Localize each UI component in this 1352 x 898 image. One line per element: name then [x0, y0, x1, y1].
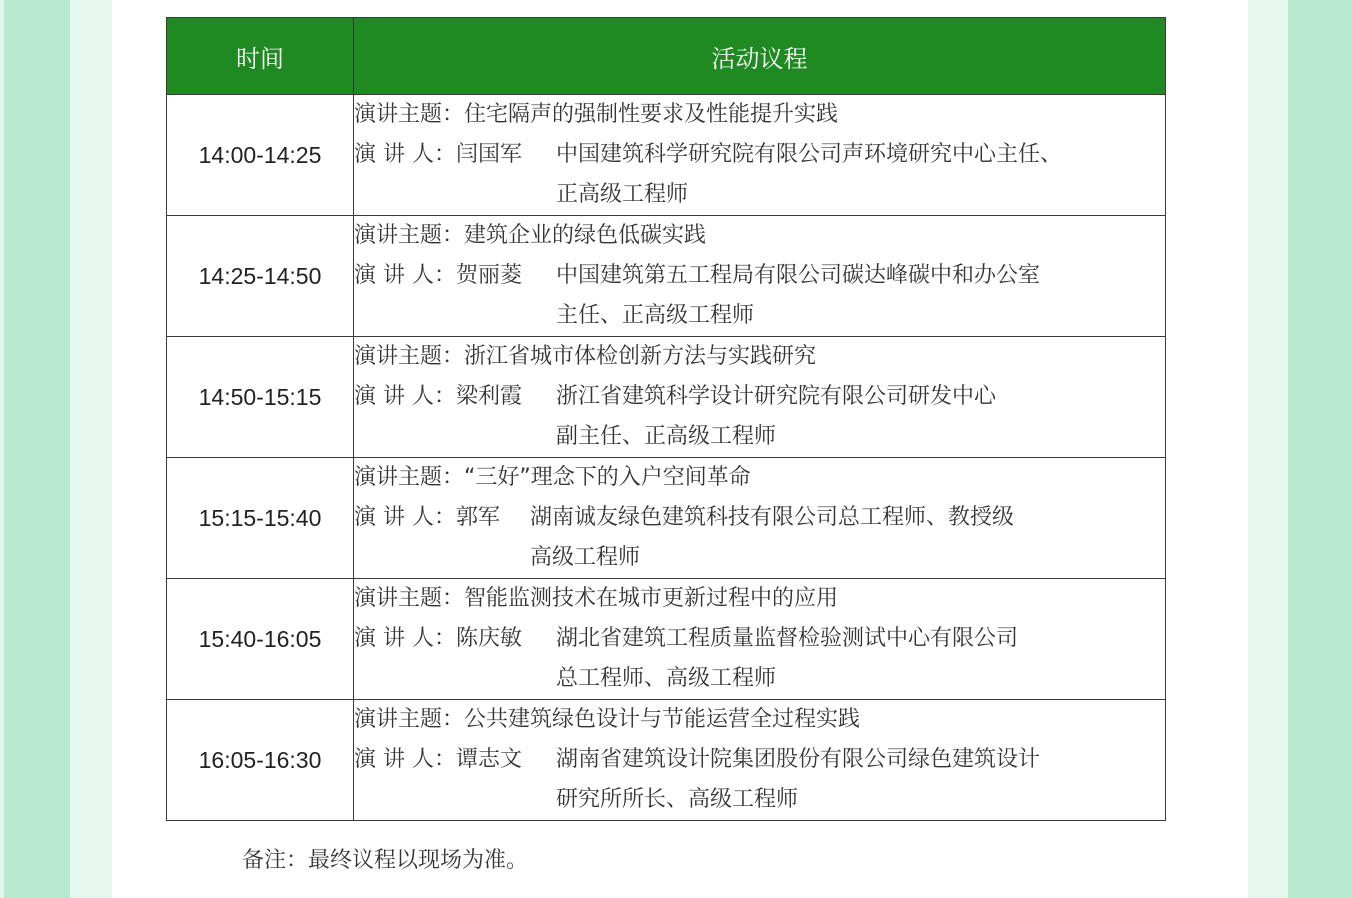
session-time: 14:00-14:25: [167, 95, 354, 216]
speaker-line: [354, 740, 1165, 820]
speaker-org-line1: 浙江省建筑科学设计研究院有限公司研发中心: [556, 384, 997, 409]
topic-label: 演讲主题：: [354, 102, 465, 127]
speaker-line: [354, 498, 1165, 578]
speaker-org-line1: 湖南省建筑设计院集团股份有限公司绿色建筑设计: [556, 747, 1041, 772]
speaker-line: [354, 256, 1165, 336]
topic-line: [354, 216, 1165, 256]
session-time: 15:40-16:05: [167, 579, 354, 700]
session-time: 14:50-15:15: [167, 337, 354, 458]
speaker-org: [556, 256, 1040, 336]
speaker-org-line2: 总工程师、高级工程师: [556, 666, 777, 691]
session-time: 14:25-14:50: [167, 216, 354, 337]
session-detail: [354, 458, 1166, 579]
session-row: [167, 700, 1166, 821]
left-border-stripe-mint: [4, 0, 70, 898]
speaker-org-line1: 湖南诚友绿色建筑科技有限公司总工程师、教授级: [530, 505, 1015, 530]
topic-label: 演讲主题：: [354, 465, 465, 490]
speaker-org-line2: 正高级工程师: [556, 182, 689, 207]
topic-line: [354, 458, 1165, 498]
left-border-stripe-light: [70, 0, 112, 898]
topic-text: 住宅隔声的强制性要求及性能提升实践: [464, 102, 839, 127]
speaker-org-line2: 副主任、正高级工程师: [556, 424, 777, 449]
speaker-org: [556, 135, 1062, 215]
speaker-label: 演 讲 人：: [354, 384, 456, 409]
speaker-org-line1: 中国建筑科学研究院有限公司声环境研究中心主任、: [556, 142, 1063, 167]
topic-label: 演讲主题：: [354, 707, 465, 732]
speaker-name: 贺丽菱: [456, 263, 523, 288]
topic-line: [354, 95, 1165, 135]
session-row: [167, 579, 1166, 700]
header-time: 时间: [167, 18, 354, 95]
right-border-stripe-mint: [1288, 0, 1352, 898]
topic-text: 建筑企业的绿色低碳实践: [464, 223, 707, 248]
speaker-org: [530, 498, 1014, 578]
topic-label: 演讲主题：: [354, 344, 465, 369]
topic-line: [354, 579, 1165, 619]
topic-label: 演讲主题：: [354, 223, 465, 248]
speaker-line: [354, 377, 1165, 457]
footnote: 备注：最终议程以现场为准。: [242, 848, 529, 873]
topic-text: “三好”理念下的入户空间革命: [464, 465, 751, 490]
session-row: [167, 216, 1166, 337]
speaker-org: [556, 377, 996, 457]
session-detail: [354, 700, 1166, 821]
content-panel: [112, 0, 1248, 898]
speaker-org-line1: 中国建筑第五工程局有限公司碳达峰碳中和办公室: [556, 263, 1041, 288]
speaker-label: 演 讲 人：: [354, 626, 456, 651]
session-row: [167, 95, 1166, 216]
agenda-table: [166, 17, 1166, 821]
speaker-label: 演 讲 人：: [354, 747, 456, 772]
topic-text: 智能监测技术在城市更新过程中的应用: [464, 586, 839, 611]
session-time: 15:15-15:40: [167, 458, 354, 579]
session-row: [167, 458, 1166, 579]
header-agenda: 活动议程: [354, 18, 1166, 95]
right-border-stripe-light: [1248, 0, 1288, 898]
session-detail: [354, 216, 1166, 337]
topic-line: [354, 337, 1165, 377]
speaker-org: [556, 619, 1018, 699]
session-detail: [354, 95, 1166, 216]
speaker-org: [556, 740, 1040, 820]
topic-label: 演讲主题：: [354, 586, 465, 611]
speaker-name: 梁利霞: [456, 384, 523, 409]
speaker-org-line1: 湖北省建筑工程质量监督检验测试中心有限公司: [556, 626, 1019, 651]
session-time: 16:05-16:30: [167, 700, 354, 821]
topic-text: 浙江省城市体检创新方法与实践研究: [464, 344, 817, 369]
speaker-org-line2: 主任、正高级工程师: [556, 303, 755, 328]
speaker-label: 演 讲 人：: [354, 505, 456, 530]
speaker-org-line2: 研究所所长、高级工程师: [556, 787, 799, 812]
speaker-name: 闫国军: [456, 142, 523, 167]
session-row: [167, 337, 1166, 458]
speaker-name: 谭志文: [456, 747, 523, 772]
speaker-label: 演 讲 人：: [354, 142, 456, 167]
session-detail: [354, 579, 1166, 700]
topic-text: 公共建筑绿色设计与节能运营全过程实践: [464, 707, 861, 732]
speaker-name: 郭军: [456, 505, 501, 530]
speaker-line: [354, 135, 1165, 215]
speaker-name: 陈庆敏: [456, 626, 523, 651]
session-detail: [354, 337, 1166, 458]
speaker-label: 演 讲 人：: [354, 263, 456, 288]
speaker-line: [354, 619, 1165, 699]
speaker-org-line2: 高级工程师: [530, 545, 641, 570]
agenda-header-row: [167, 18, 1166, 95]
topic-line: [354, 700, 1165, 740]
